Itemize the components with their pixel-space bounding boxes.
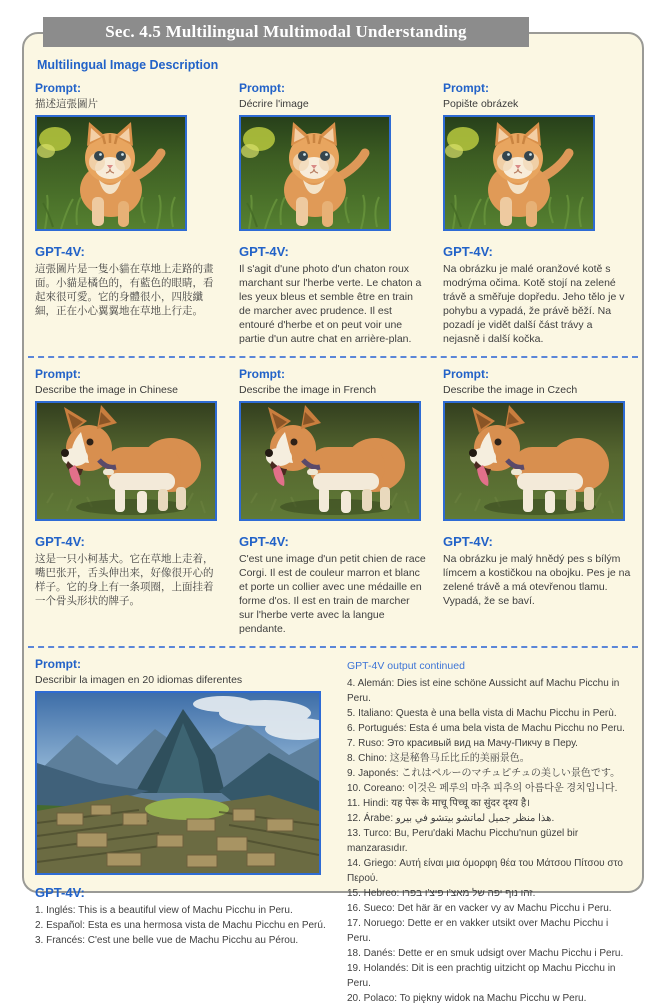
prompt-label: Prompt: <box>239 81 285 95</box>
section-heading: Multilingual Image Description <box>37 58 219 72</box>
prompt-label: Prompt: <box>35 81 81 95</box>
response-item: 15. Hebreo: זהו נוף יפה של מאצ'ו פיצ'ו בפרו. <box>347 888 536 899</box>
prompt-label: Prompt: <box>35 367 81 381</box>
gpt4v-response: 這張圖片是一隻小貓在草地上走路的畫面。小貓是橘色的，有藍色的眼睛，看起來很可愛。它的身體很小，四肢纖細，正在小心翼翼地在草地上行走。 <box>35 263 214 317</box>
response-item: 6. Portugués: Esta é uma bela vista de Machu Picchu no Peru. <box>347 723 625 734</box>
row-separator <box>28 356 638 358</box>
example-cell <box>35 367 223 636</box>
prompt-text: Décrire l'image <box>239 98 309 110</box>
gpt4v-label: GPT-4V: <box>239 534 289 549</box>
response-list-right <box>347 676 631 1006</box>
section-title-bar: Sec. 4.5 Multilingual Multimodal Understanding <box>43 17 529 47</box>
prompt-text: Describir la imagen en 20 idiomas diferentes <box>35 674 243 686</box>
continued-output-cell <box>347 657 631 1006</box>
example-cell <box>443 367 631 636</box>
prompt-text: Popište obrázek <box>443 98 519 110</box>
response-item: 2. Español: Esta es una hermosa vista de Machu Picchu en Perú. <box>35 920 326 931</box>
example-cell <box>35 81 223 346</box>
example-cell <box>239 367 427 636</box>
response-item: 4. Alemán: Dies ist eine schöne Aussicht auf Machu Picchu in Peru. <box>347 678 620 704</box>
response-item: 5. Italiano: Questa è una bella vista di Machu Picchu in Perù. <box>347 708 617 719</box>
figure-panel <box>22 32 644 1004</box>
kitten-photo <box>443 115 595 231</box>
response-item: 7. Ruso: Это красивый вид на Мачу-Пикчу в Перу. <box>347 738 578 749</box>
response-item: 12. Árabe: هذا منظر جميل لماتشو بيتشو في بيرو. <box>347 813 555 824</box>
response-item: 13. Turco: Bu, Peru'daki Machu Picchu'nun güzel bir manzarasıdır. <box>347 828 579 854</box>
example-cell <box>239 81 427 346</box>
example-row-machu-picchu <box>24 657 642 1006</box>
response-item: 16. Sueco: Det här är en vacker vy av Machu Picchu i Peru. <box>347 903 612 914</box>
response-item: 8. Chino: 这是秘鲁马丘比丘的美丽景色。 <box>347 753 530 764</box>
response-item: 1. Inglés: This is a beautiful view of Machu Picchu in Peru. <box>35 905 293 916</box>
example-cell <box>35 657 335 1006</box>
gpt4v-response: Na obrázku je malé oranžové kotě s modrýma očima. Kotě stojí na zelené trávě a směřuje dopředu. Jeho tělo je v pohybu a vypadá, že právě běží. Na pozadí je vidět další část trávy a nejasně i další kočka. <box>443 263 625 345</box>
gpt4v-label: GPT-4V: <box>443 244 493 259</box>
corgi-photo <box>239 401 421 521</box>
gpt4v-label: GPT-4V: <box>239 244 289 259</box>
corgi-photo <box>443 401 625 521</box>
gpt4v-label: GPT-4V: <box>35 534 85 549</box>
prompt-text: 描述這張圖片 <box>35 98 98 110</box>
gpt4v-label: GPT-4V: <box>35 244 85 259</box>
gpt4v-label: GPT-4V: <box>35 885 85 900</box>
gpt4v-label: GPT-4V: <box>443 534 493 549</box>
prompt-text: Describe the image in French <box>239 384 377 396</box>
response-item: 18. Danés: Dette er en smuk udsigt over Machu Picchu i Peru. <box>347 948 624 959</box>
continued-label: GPT-4V output continued <box>347 660 465 672</box>
response-item: 17. Noruego: Dette er en vakker utsikt over Machu Picchu i Peru. <box>347 918 609 944</box>
gpt4v-response: Na obrázku je malý hnědý pes s bílým límcem a kostičkou na obojku. Pes je na zelené trávě a má otevřenou tlamu. Vypadá, že se baví. <box>443 553 631 607</box>
corgi-photo <box>35 401 217 521</box>
prompt-text: Describe the image in Czech <box>443 384 578 396</box>
gpt4v-response: 这是一只小柯基犬。它在草地上走着，嘴巴张开，舌头伸出来，好像很开心的样子。它的身上有一条项圈，上面挂着一个骨头形状的牌子。 <box>35 553 214 607</box>
response-list-left <box>35 903 335 948</box>
gpt4v-response: C'est une image d'un petit chien de race Corgi. Il est de couleur marron et blanc et porte un collier avec une médaille en forme d'os. Il est en train de marcher sur l'herbe verte avec la langue pendante. <box>239 553 426 635</box>
response-item: 19. Holandés: Dit is een prachtig uitzicht op Machu Picchu in Peru. <box>347 963 616 989</box>
prompt-label: Prompt: <box>35 657 81 671</box>
example-row-kitten <box>24 81 642 346</box>
response-item: 11. Hindi: यह पेरू के माचू पिच्चू का सुंदर दृश्य है। <box>347 798 530 809</box>
prompt-label: Prompt: <box>239 367 285 381</box>
response-item: 10. Coreano: 이것은 페루의 마추 피추의 아름다운 경치입니다. <box>347 783 618 794</box>
example-cell <box>443 81 631 346</box>
prompt-label: Prompt: <box>443 367 489 381</box>
example-row-corgi <box>24 367 642 636</box>
response-item: 3. Francés: C'est une belle vue de Machu Picchu au Pérou. <box>35 935 299 946</box>
response-item: 14. Griego: Αυτή είναι μια όμορφη θέα του Μάτσου Πίτσου στο Περού. <box>347 858 623 884</box>
row-separator <box>28 646 638 648</box>
prompt-text: Describe the image in Chinese <box>35 384 178 396</box>
kitten-photo <box>239 115 391 231</box>
gpt4v-response: Il s'agit d'une photo d'un chaton roux marchant sur l'herbe verte. Le chaton a les yeux bleus et semble être en train de marcher avec prudence. Il est entouré d'herbe et on peut voir une partie d'un autre chat en arrière-plan. <box>239 263 422 345</box>
prompt-label: Prompt: <box>443 81 489 95</box>
machu-picchu-photo <box>35 691 321 875</box>
response-item: 9. Japonés: これはペルーのマチュピチュの美しい景色です。 <box>347 768 621 779</box>
kitten-photo <box>35 115 187 231</box>
response-item: 20. Polaco: To piękny widok na Machu Picchu w Peru. <box>347 993 587 1004</box>
